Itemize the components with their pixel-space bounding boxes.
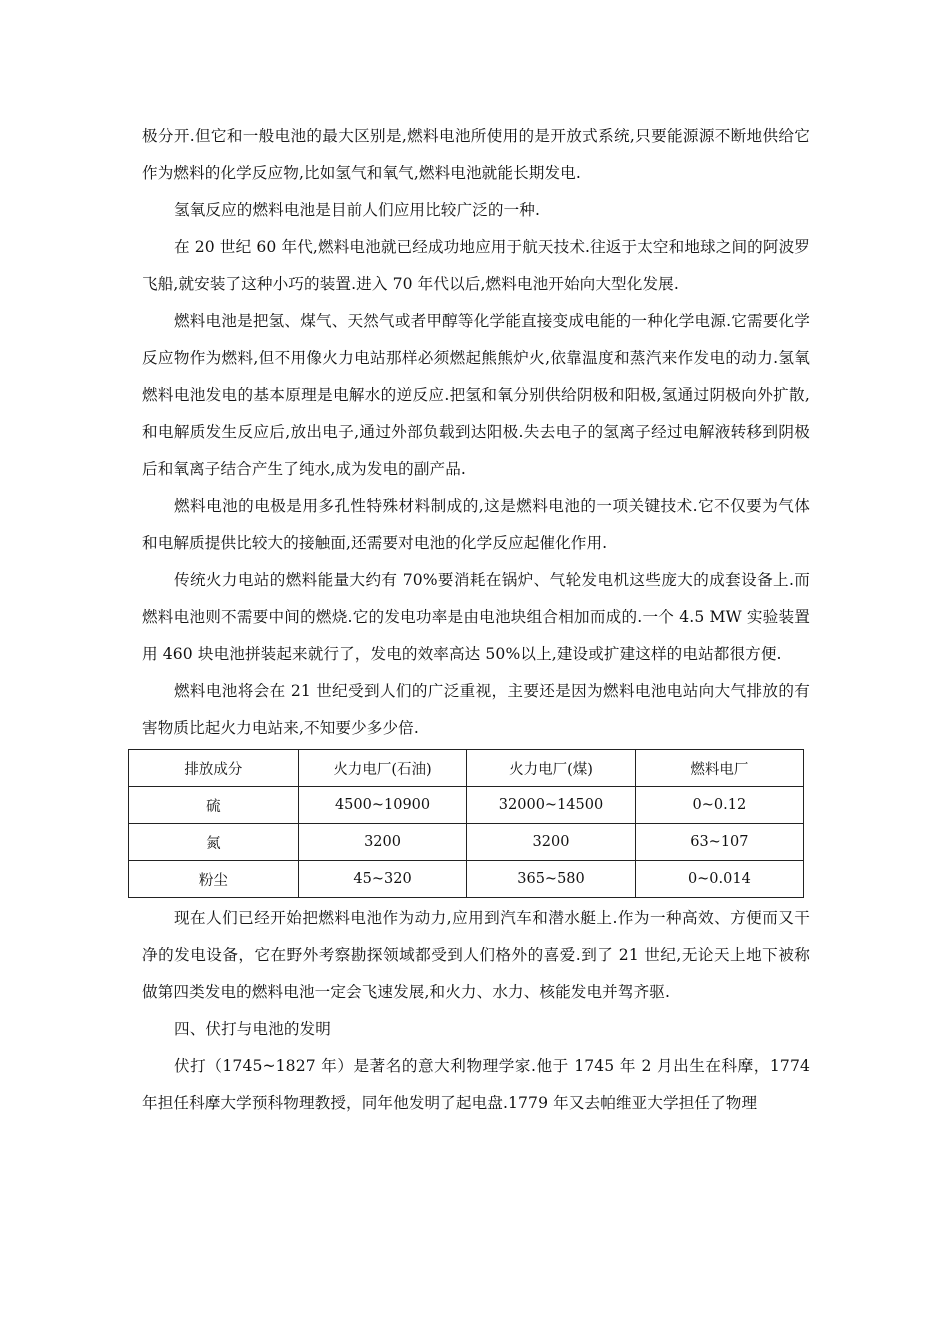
table-cell: 硫 [129,787,299,824]
paragraph: 伏打（1745~1827 年）是著名的意大利物理学家.他于 1745 年 2 月出生在科摩，1774 年担任科摩大学预科物理教授，同年他发明了起电盘.1779 年又去帕维亚大学担任了物理 [142,1057,810,1112]
table-cell: 0~0.12 [635,787,803,824]
table-cell: 3200 [298,824,466,861]
table-cell: 32000~14500 [467,787,636,824]
table-cell: 4500~10900 [298,787,466,824]
table-row [129,824,804,861]
paragraph: 现在人们已经开始把燃料电池作为动力,应用到汽车和潜水艇上.作为一种高效、方便而又干净的发电设备，它在野外考察勘探领域都受到人们格外的喜爱.到了 21 世纪,无论天上地下被称做第四类发电的燃料电池一定会飞速发展,和火力、水力、核能发电并驾齐驱. [142,909,810,1001]
table-cell: 3200 [467,824,636,861]
body-text-before [142,118,810,747]
paragraph: 燃料电池将会在 21 世纪受到人们的广泛重视，主要还是因为燃料电池电站向大气排放的有害物质比起火力电站来,不知要少多少倍. [142,682,810,737]
paragraph: 燃料电池是把氢、煤气、天然气或者甲醇等化学能直接变成电能的一种化学电源.它需要化学反应物作为燃料,但不用像火力电站那样必须燃起熊熊炉火,依靠温度和蒸汽来作发电的动力.氢氧燃料电池发电的基本原理是电解水的逆反应.把氢和氧分别供给阴极和阳极,氢通过阴极向外扩散,和电解质发生反应后,放出电子,通过外部负载到达阳极.失去电子的氢离子经过电解液转移到阴极后和氧离子结合产生了纯水,成为发电的副产品. [142,312,810,478]
table-cell: 365~580 [467,861,636,898]
paragraph: 燃料电池的电极是用多孔性特殊材料制成的,这是燃料电池的一项关键技术.它不仅要为气体和电解质提供比较大的接触面,还需要对电池的化学反应起催化作用. [142,497,810,552]
table-header-cell: 火力电厂(煤) [467,750,636,787]
paragraph: 极分开.但它和一般电池的最大区别是,燃料电池所使用的是开放式系统,只要能源源不断地供给它作为燃料的化学反应物,比如氢气和氧气,燃料电池就能长期发电. [142,127,810,182]
section-heading: 四、伏打与电池的发明 [174,1020,331,1038]
table-header-cell: 排放成分 [129,750,299,787]
table-header-cell: 燃料电厂 [635,750,803,787]
emissions-table [128,749,804,898]
table-cell: 0~0.014 [635,861,803,898]
table-cell: 45~320 [298,861,466,898]
body-text-after [142,900,810,1122]
table-cell: 63~107 [635,824,803,861]
table-cell: 粉尘 [129,861,299,898]
paragraph: 氢氧反应的燃料电池是目前人们应用比较广泛的一种. [174,201,541,219]
table-row [129,787,804,824]
paragraph: 传统火力电站的燃料能量大约有 70%要消耗在锅炉、气轮发电机这些庞大的成套设备上.而燃料电池则不需要中间的燃烧.它的发电功率是由电池块组合相加而成的.一个 4.5 MW 实验装置用 460 块电池拼装起来就行了，发电的效率高达 50%以上,建设或扩建这样的电站都很方便. [142,571,810,663]
paragraph: 在 20 世纪 60 年代,燃料电池就已经成功地应用于航天技术.往返于太空和地球之间的阿波罗飞船,就安装了这种小巧的装置.进入 70 年代以后,燃料电池开始向大型化发展. [142,238,810,293]
table-row [129,861,804,898]
table-header-cell: 火力电厂(石油) [298,750,466,787]
table-cell: 氮 [129,824,299,861]
table-header-row [129,750,804,787]
document-page [142,118,810,1122]
